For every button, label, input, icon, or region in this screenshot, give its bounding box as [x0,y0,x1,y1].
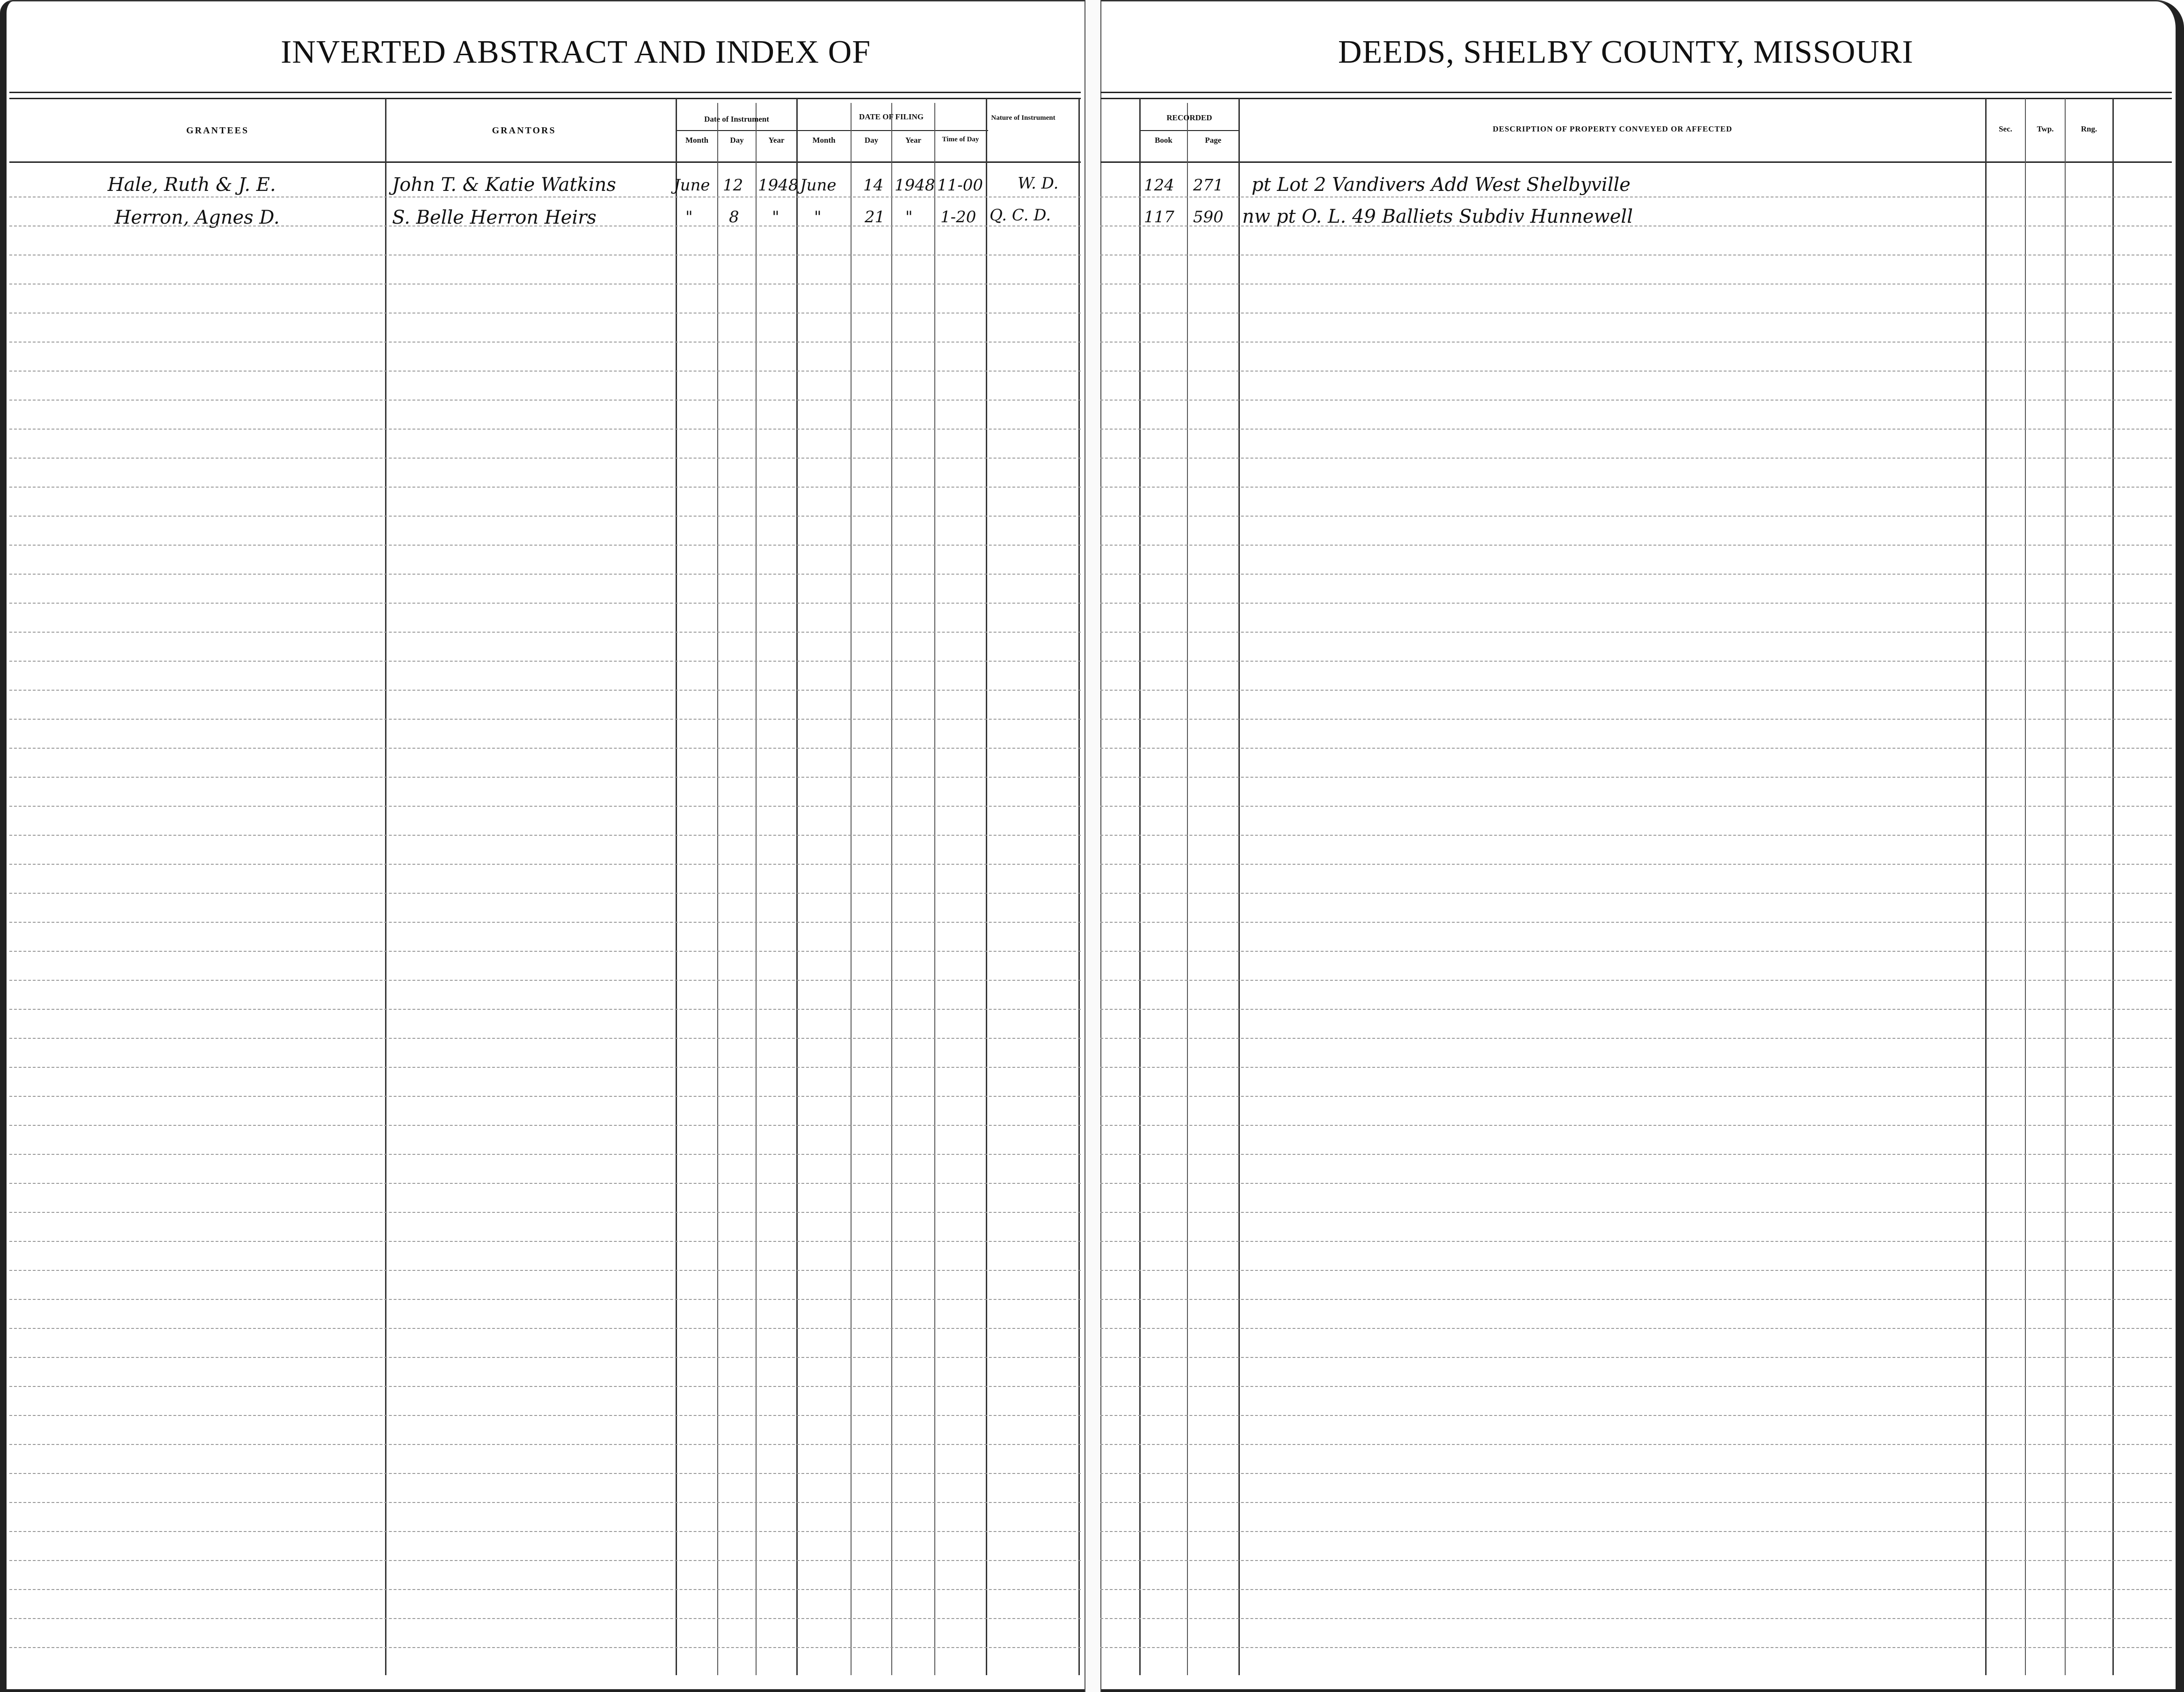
ruled-line [1100,1618,2172,1619]
col-line-inst-year [756,103,757,1675]
ruled-line [1100,1154,2172,1155]
description-cell: pt Lot 2 Vandivers Add West Shelbyville [1252,174,1631,196]
ruled-line [1100,661,2172,662]
inst-month-cell: June [674,176,710,195]
file-day-cell: 21 [865,208,885,226]
ruled-line [1100,574,2172,575]
ruled-line [1100,1415,2172,1416]
ruled-line [1100,1531,2172,1532]
inst-month-cell: " [685,208,693,226]
ruled-line [9,661,1081,662]
header-date-of-filing: DATE OF FILING [859,112,924,121]
ruled-line [1100,371,2172,372]
ruled-line [9,1618,1081,1619]
ruled-line [9,1444,1081,1445]
ruled-line [9,1560,1081,1561]
ruled-line [9,893,1081,894]
file-day-cell: 14 [863,176,884,195]
header-grantors: GRANTORS [492,125,556,136]
ruled-line [9,835,1081,836]
header-inst-year: Year [768,136,785,145]
ruled-line [9,690,1081,691]
file-year-cell: " [905,208,913,226]
col-line-rng [2065,98,2066,1675]
ruled-line [1100,1473,2172,1474]
ruled-line [9,1125,1081,1126]
header-date-of-instrument: Date of Instrument [704,115,769,124]
ruled-line [9,806,1081,807]
file-month-cell: " [814,208,822,226]
col-line-page [1187,103,1188,1675]
ruled-line [1100,951,2172,952]
grantor-cell: John T. & Katie Watkins [392,174,616,196]
header-file-month: Month [812,136,836,145]
ruled-line [1100,1038,2172,1039]
book-gutter [1085,0,1101,1692]
file-year-cell: 1948 [895,176,935,195]
header-rng: Rng. [2081,124,2097,133]
ruled-line [1100,487,2172,488]
ruled-line [9,342,1081,343]
ruled-line [9,1212,1081,1213]
ruled-line [9,1589,1081,1590]
title-rule-right [1100,92,2172,99]
ruled-line [9,1067,1081,1068]
ruled-line [9,1096,1081,1097]
page-cell: 271 [1193,176,1223,195]
ruled-line [1100,516,2172,517]
ruled-line [1100,1647,2172,1648]
ruled-line [9,777,1081,778]
ruled-line [1100,777,2172,778]
header-rule-left [9,161,1081,163]
ruled-line [9,574,1081,575]
header-file-day: Day [864,136,879,145]
description-cell: nw pt O. L. 49 Balliets Subdiv Hunnewell [1242,206,1633,227]
title-rule-left [9,92,1081,99]
col-line-left-end [1078,98,1080,1675]
ruled-line [9,1270,1081,1271]
col-line-time [934,103,935,1675]
ruled-line [9,748,1081,749]
header-grantees: GRANTEES [186,125,249,136]
ruled-line [9,429,1081,430]
col-line-file-year [891,103,892,1675]
ruled-line [1100,1386,2172,1387]
ruled-line [9,951,1081,952]
right-page [1092,0,2184,1692]
header-description: DESCRIPTION OF PROPERTY CONVEYED OR AFFECTED [1492,124,1733,133]
ruled-line [9,1299,1081,1300]
ruled-line [1100,342,2172,343]
grantee-cell: Herron, Agnes D. [115,207,280,228]
col-line-inst-day [717,103,718,1675]
ruled-line [1100,603,2172,604]
ruled-line [1100,1009,2172,1010]
ruled-line [9,313,1081,314]
ruled-line [9,545,1081,546]
header-time-of-day: Time of Day [942,136,979,143]
inst-year-cell: " [772,208,779,226]
col-line-file-day [851,103,852,1675]
time-cell: 1-20 [940,208,976,226]
ruled-line [9,487,1081,488]
title-left: INVERTED ABSTRACT AND INDEX OF [281,34,871,70]
col-line-right-end [2112,98,2114,1675]
ruled-line [1100,429,2172,430]
ruled-line [1100,1067,2172,1068]
ruled-line [9,1154,1081,1155]
nature-cell: W. D. [1018,174,1059,193]
ruled-line [1100,1241,2172,1242]
header-nature-of-instrument: Nature of Instrument [991,114,1056,122]
header-file-year: Year [905,136,921,145]
ruled-line [1100,1183,2172,1184]
time-cell: 11-00 [937,176,983,195]
date-header-rule [676,130,988,131]
ruled-line [9,864,1081,865]
ruled-line [9,1357,1081,1358]
ruled-line [9,922,1081,923]
ruled-line [1100,922,2172,923]
book-cell: 117 [1144,208,1174,226]
ruled-line [9,603,1081,604]
col-line-grantors [385,98,386,1675]
ruled-line [1100,1299,2172,1300]
ruled-line [1100,864,2172,865]
ruled-line [9,1386,1081,1387]
nature-cell: Q. C. D. [990,206,1051,225]
recorded-header-rule [1139,130,1238,131]
header-page: Page [1205,136,1222,145]
header-rule-right [1100,161,2172,163]
ruled-line [1100,1560,2172,1561]
ruled-line [1100,719,2172,720]
ruled-line [9,1328,1081,1329]
ruled-line [9,1647,1081,1648]
header-inst-month: Month [685,136,709,145]
ruled-line [1100,806,2172,807]
ruled-line [9,632,1081,633]
ruled-line [9,1241,1081,1242]
ruled-line [1100,632,2172,633]
inst-day-cell: 12 [723,176,743,195]
ruled-line [9,400,1081,401]
ruled-line [1100,458,2172,459]
ruled-line [1100,1270,2172,1271]
ruled-line [1100,1357,2172,1358]
col-line-description [1238,98,1240,1675]
header-book: Book [1155,136,1172,145]
ruled-line [9,1009,1081,1010]
ruled-line [1100,980,2172,981]
inst-year-cell: 1948 [758,176,799,195]
grantee-cell: Hale, Ruth & J. E. [108,174,276,196]
ruled-line [1100,1096,2172,1097]
ruled-line [1100,835,2172,836]
col-line-twp [2025,98,2026,1675]
ruled-line [1100,690,2172,691]
ruled-line [9,458,1081,459]
ruled-line [9,371,1081,372]
header-inst-day: Day [730,136,744,145]
header-twp: Twp. [2037,124,2054,133]
ruled-line [9,1183,1081,1184]
file-month-cell: June [800,176,837,195]
ruled-line [1100,1212,2172,1213]
ruled-line [1100,1589,2172,1590]
col-line-inst-month [676,98,677,1675]
grantor-cell: S. Belle Herron Heirs [392,207,597,228]
ruled-line [1100,1125,2172,1126]
book-cell: 124 [1144,176,1174,195]
inst-day-cell: 8 [729,208,739,226]
title-right: DEEDS, SHELBY COUNTY, MISSOURI [1338,34,1914,70]
ruled-line [1100,313,2172,314]
ruled-line [9,719,1081,720]
ruled-line [9,1038,1081,1039]
ruled-line [1100,545,2172,546]
ruled-line [1100,1444,2172,1445]
col-line-book [1139,98,1141,1675]
page-cell: 590 [1193,208,1223,226]
col-line-file-month [796,98,798,1675]
col-line-sec [1985,98,1987,1675]
ruled-line [1100,1328,2172,1329]
ruled-line [9,516,1081,517]
ruled-line [1100,1502,2172,1503]
col-line-nature [986,98,987,1675]
ruled-line [9,980,1081,981]
ruled-line [1100,748,2172,749]
header-recorded: RECORDED [1166,113,1212,122]
ruled-line [1100,400,2172,401]
ruled-line [9,1531,1081,1532]
ruled-line [9,1502,1081,1503]
header-sec: Sec. [1999,124,2012,133]
ruled-line [1100,893,2172,894]
ruled-line [9,1473,1081,1474]
ruled-line [9,1415,1081,1416]
